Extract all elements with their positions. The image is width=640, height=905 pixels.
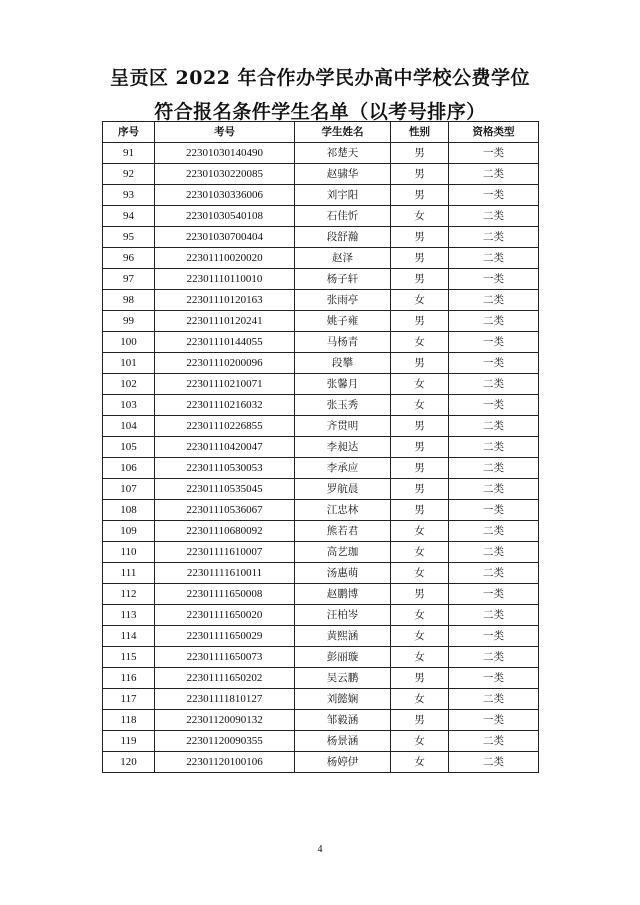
cell-gender: 女	[391, 647, 449, 668]
cell-qualification-type: 一类	[449, 668, 539, 689]
cell-qualification-type: 二类	[449, 689, 539, 710]
cell-exam-number: 22301110226855	[155, 416, 295, 437]
cell-qualification-type: 二类	[449, 542, 539, 563]
table-row	[103, 437, 539, 458]
table-row	[103, 668, 539, 689]
cell-exam-number: 22301110110010	[155, 269, 295, 290]
table-row	[103, 479, 539, 500]
cell-gender: 女	[391, 752, 449, 773]
cell-student-name: 姚子雍	[295, 311, 391, 332]
cell-exam-number: 22301110420047	[155, 437, 295, 458]
cell-index: 92	[103, 164, 155, 185]
table-row	[103, 416, 539, 437]
table-row	[103, 500, 539, 521]
header-exam-number: 考号	[155, 122, 295, 143]
table-row	[103, 374, 539, 395]
cell-index: 113	[103, 605, 155, 626]
cell-student-name: 杨景涵	[295, 731, 391, 752]
cell-exam-number: 22301110536067	[155, 500, 295, 521]
document-title-line1: 呈贡区 2022 年合作办学民办高中学校公费学位	[109, 67, 531, 89]
cell-student-name: 刘懿娴	[295, 689, 391, 710]
cell-index: 114	[103, 626, 155, 647]
cell-gender: 男	[391, 437, 449, 458]
cell-student-name: 刘宇阳	[295, 185, 391, 206]
cell-qualification-type: 一类	[449, 185, 539, 206]
cell-exam-number: 22301111810127	[155, 689, 295, 710]
header-gender: 性别	[391, 122, 449, 143]
cell-index: 108	[103, 500, 155, 521]
cell-gender: 男	[391, 458, 449, 479]
cell-student-name: 段攀	[295, 353, 391, 374]
cell-student-name: 黄熙涵	[295, 626, 391, 647]
cell-index: 100	[103, 332, 155, 353]
cell-student-name: 熊若君	[295, 521, 391, 542]
cell-student-name: 江忠林	[295, 500, 391, 521]
cell-student-name: 祁楚天	[295, 143, 391, 164]
cell-exam-number: 22301111610007	[155, 542, 295, 563]
cell-exam-number: 22301030140490	[155, 143, 295, 164]
cell-student-name: 杨婷伊	[295, 752, 391, 773]
cell-gender: 女	[391, 290, 449, 311]
table-row	[103, 185, 539, 206]
cell-qualification-type: 二类	[449, 206, 539, 227]
cell-index: 94	[103, 206, 155, 227]
cell-qualification-type: 二类	[449, 458, 539, 479]
header-qualification-type: 资格类型	[449, 122, 539, 143]
cell-student-name: 李承应	[295, 458, 391, 479]
cell-qualification-type: 二类	[449, 227, 539, 248]
cell-qualification-type: 一类	[449, 353, 539, 374]
cell-gender: 女	[391, 395, 449, 416]
cell-student-name: 杨子轩	[295, 269, 391, 290]
cell-qualification-type: 二类	[449, 605, 539, 626]
table-row	[103, 563, 539, 584]
cell-index: 116	[103, 668, 155, 689]
table-row	[103, 521, 539, 542]
cell-exam-number: 22301110020020	[155, 248, 295, 269]
cell-exam-number: 22301110216032	[155, 395, 295, 416]
cell-gender: 男	[391, 584, 449, 605]
cell-gender: 女	[391, 563, 449, 584]
cell-exam-number: 22301110210071	[155, 374, 295, 395]
cell-qualification-type: 二类	[449, 164, 539, 185]
cell-gender: 女	[391, 689, 449, 710]
table-row	[103, 290, 539, 311]
cell-student-name: 马杨青	[295, 332, 391, 353]
table-row	[103, 731, 539, 752]
cell-qualification-type: 二类	[449, 752, 539, 773]
cell-qualification-type: 二类	[449, 416, 539, 437]
cell-exam-number: 22301030540108	[155, 206, 295, 227]
cell-index: 110	[103, 542, 155, 563]
cell-exam-number: 22301110680092	[155, 521, 295, 542]
cell-index: 120	[103, 752, 155, 773]
cell-gender: 女	[391, 206, 449, 227]
table-row	[103, 752, 539, 773]
student-list-table	[102, 121, 539, 773]
cell-student-name: 赵骕华	[295, 164, 391, 185]
cell-student-name: 张玉秀	[295, 395, 391, 416]
table-row	[103, 542, 539, 563]
cell-index: 102	[103, 374, 155, 395]
cell-exam-number: 22301120090132	[155, 710, 295, 731]
cell-index: 106	[103, 458, 155, 479]
cell-index: 101	[103, 353, 155, 374]
header-student-name: 学生姓名	[295, 122, 391, 143]
cell-qualification-type: 一类	[449, 332, 539, 353]
cell-exam-number: 22301120100106	[155, 752, 295, 773]
cell-index: 112	[103, 584, 155, 605]
cell-exam-number: 22301111650202	[155, 668, 295, 689]
cell-exam-number: 22301111650020	[155, 605, 295, 626]
cell-gender: 男	[391, 416, 449, 437]
cell-qualification-type: 二类	[449, 290, 539, 311]
cell-exam-number: 22301110530053	[155, 458, 295, 479]
cell-qualification-type: 二类	[449, 563, 539, 584]
table-row	[103, 584, 539, 605]
table-row	[103, 206, 539, 227]
cell-index: 109	[103, 521, 155, 542]
table-row	[103, 143, 539, 164]
cell-gender: 女	[391, 521, 449, 542]
cell-student-name: 赵泽	[295, 248, 391, 269]
document-title-line2: 符合报名条件学生名单（以考号排序）	[154, 101, 486, 123]
cell-qualification-type: 一类	[449, 143, 539, 164]
cell-qualification-type: 二类	[449, 479, 539, 500]
cell-student-name: 石佳忻	[295, 206, 391, 227]
cell-exam-number: 22301120090355	[155, 731, 295, 752]
cell-index: 105	[103, 437, 155, 458]
cell-qualification-type: 二类	[449, 647, 539, 668]
header-index: 序号	[103, 122, 155, 143]
table-row	[103, 269, 539, 290]
table-row	[103, 395, 539, 416]
cell-gender: 男	[391, 269, 449, 290]
cell-index: 118	[103, 710, 155, 731]
cell-index: 111	[103, 563, 155, 584]
table-row	[103, 227, 539, 248]
cell-qualification-type: 二类	[449, 731, 539, 752]
table-row	[103, 353, 539, 374]
cell-gender: 男	[391, 710, 449, 731]
cell-qualification-type: 一类	[449, 395, 539, 416]
table-row	[103, 248, 539, 269]
table-row	[103, 689, 539, 710]
cell-gender: 男	[391, 479, 449, 500]
cell-student-name: 汤惠萌	[295, 563, 391, 584]
cell-exam-number: 22301110535045	[155, 479, 295, 500]
cell-gender: 女	[391, 626, 449, 647]
cell-student-name: 段舒瀚	[295, 227, 391, 248]
cell-qualification-type: 一类	[449, 500, 539, 521]
cell-exam-number: 22301111650029	[155, 626, 295, 647]
cell-index: 107	[103, 479, 155, 500]
cell-index: 117	[103, 689, 155, 710]
table-row	[103, 332, 539, 353]
cell-qualification-type: 二类	[449, 521, 539, 542]
cell-qualification-type: 一类	[449, 269, 539, 290]
cell-student-name: 李昶达	[295, 437, 391, 458]
cell-student-name: 张雨亭	[295, 290, 391, 311]
cell-exam-number: 22301110120163	[155, 290, 295, 311]
cell-index: 91	[103, 143, 155, 164]
page-number: 4	[317, 844, 323, 855]
cell-exam-number: 22301030700404	[155, 227, 295, 248]
table-header-row	[103, 122, 539, 143]
cell-exam-number: 22301111650073	[155, 647, 295, 668]
cell-index: 93	[103, 185, 155, 206]
cell-gender: 男	[391, 668, 449, 689]
cell-exam-number: 22301111650008	[155, 584, 295, 605]
cell-index: 99	[103, 311, 155, 332]
cell-index: 115	[103, 647, 155, 668]
cell-index: 95	[103, 227, 155, 248]
table-row	[103, 311, 539, 332]
cell-index: 97	[103, 269, 155, 290]
table-row	[103, 164, 539, 185]
cell-gender: 男	[391, 185, 449, 206]
cell-gender: 男	[391, 500, 449, 521]
cell-qualification-type: 二类	[449, 248, 539, 269]
cell-exam-number: 22301030220085	[155, 164, 295, 185]
cell-qualification-type: 一类	[449, 584, 539, 605]
cell-qualification-type: 一类	[449, 710, 539, 731]
table-row	[103, 710, 539, 731]
cell-student-name: 张馨月	[295, 374, 391, 395]
cell-gender: 男	[391, 248, 449, 269]
cell-student-name: 吴云鹏	[295, 668, 391, 689]
cell-gender: 男	[391, 311, 449, 332]
cell-gender: 女	[391, 542, 449, 563]
cell-exam-number: 22301030336006	[155, 185, 295, 206]
cell-student-name: 罗航晨	[295, 479, 391, 500]
cell-index: 103	[103, 395, 155, 416]
cell-gender: 女	[391, 605, 449, 626]
table-row	[103, 458, 539, 479]
cell-qualification-type: 一类	[449, 626, 539, 647]
cell-student-name: 齐贯明	[295, 416, 391, 437]
cell-index: 104	[103, 416, 155, 437]
table-row	[103, 647, 539, 668]
cell-exam-number: 22301110144055	[155, 332, 295, 353]
cell-qualification-type: 二类	[449, 311, 539, 332]
cell-index: 96	[103, 248, 155, 269]
cell-index: 119	[103, 731, 155, 752]
cell-gender: 男	[391, 353, 449, 374]
cell-exam-number: 22301110120241	[155, 311, 295, 332]
cell-gender: 女	[391, 332, 449, 353]
cell-qualification-type: 二类	[449, 437, 539, 458]
cell-student-name: 高艺珈	[295, 542, 391, 563]
cell-qualification-type: 二类	[449, 374, 539, 395]
cell-gender: 男	[391, 227, 449, 248]
cell-student-name: 邹毅涵	[295, 710, 391, 731]
cell-gender: 女	[391, 374, 449, 395]
cell-index: 98	[103, 290, 155, 311]
cell-exam-number: 22301111610011	[155, 563, 295, 584]
cell-gender: 女	[391, 731, 449, 752]
cell-exam-number: 22301110200096	[155, 353, 295, 374]
cell-student-name: 彭丽璇	[295, 647, 391, 668]
table-row	[103, 605, 539, 626]
cell-gender: 男	[391, 143, 449, 164]
table-row	[103, 626, 539, 647]
cell-student-name: 汪柏岑	[295, 605, 391, 626]
cell-gender: 男	[391, 164, 449, 185]
cell-student-name: 赵鹏博	[295, 584, 391, 605]
